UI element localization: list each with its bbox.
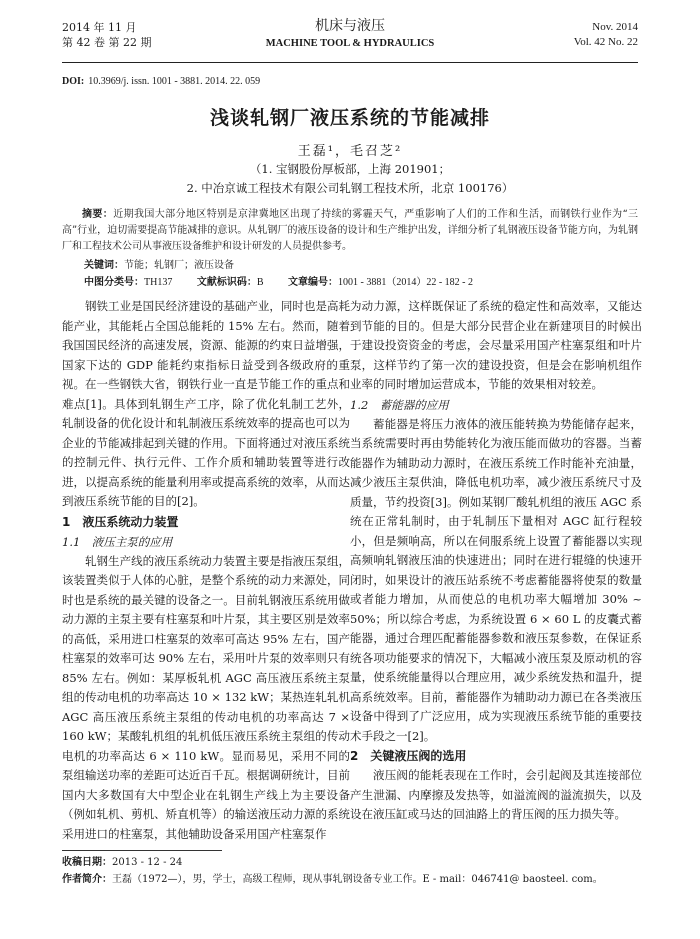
article-number-label: 文章编号： [288, 277, 339, 288]
paragraph-valves: 液压阀的能耗表现在工作时，会引起阀及其连接部位产生泄漏、内摩擦及发热等，如溢流阀的溢流损失，以及设在液压缸或马达的回油路上的背压阀的压力损失等。 [350, 768, 642, 821]
keywords [84, 256, 234, 271]
article-number-value: 1001 - 3881（2014）22 - 182 - 2 [338, 277, 474, 288]
clc-label: 中图分类号： [84, 277, 144, 288]
section-heading-1-2: 1.2 蓄能器的应用 [350, 397, 449, 412]
doc-code-value: B [256, 277, 264, 288]
received-label: 收稿日期： [62, 857, 112, 868]
abstract-label: 摘要： [82, 209, 114, 220]
keywords-label: 关键词： [84, 260, 124, 271]
author-list: 王磊¹，毛召芝² [297, 144, 403, 159]
volume-issue-cn: 第 42 卷 第 22 期 [62, 36, 152, 49]
paragraph-continued: 为动力源，这样既保证了系统的稳定性和高效率，又能达到节能的目的。但是大部分民营企业在新建项目的时候出于建设投资资金的考虑，会尽量采用国产柱塞泵组和叶片泵，这样节约了第一次的建设投资，但是会在影响机组作业率的同时增加运营成本，节能的效果相对较差。 [350, 299, 642, 391]
received-value: 2013 - 12 - 24 [112, 857, 183, 868]
section-heading-1: 1 液压系统动力装置 [62, 514, 179, 529]
left-column [62, 297, 350, 844]
doi-value: 10.3969/j. issn. 1001 - 3881. 2014. 22. 059 [88, 76, 261, 87]
paragraph-accumulator: 蓄能器是将压力液体的液压能转换为势能储存起来，当系统需要时再由势能转化为液压能而做功的容器。当蓄能器作为辅助动力源时，在液压系统工作时能补充油量，减少液压主泵供油，降低电机功率，减少液压系统尺寸及质量，节约投资[3]。例如某钢厂酸轧机组的液压 AGC 系统在正常轧制时，由于轧制压下量相对 AGC 缸行程较小，但是频响高，所以在伺服系统上设置了蓄能器以实现高频响轧钢液压油的快速进出；同时在进行辊缝的快速开闭时，如果设计的液压站系统不考虑蓄能器将使泵的数量或者能力增加，从而使总的电机功率大幅增加 30% ~ 50%；所以综合考虑，为系统设置 6 × 60 L 的皮囊式蓄能器，通过合理匹配蓄能器参数和液压泵参数，在保证系统各项功能要求的情况下，大幅减小液压泵及原动机的容量，使系统能量得以合理应用，减少系统发热和温升，提高系统效率。目前，蓄能器作为辅助动力源已在各类液压设备中得到了广泛应用，成为实现液压系统节能的重要技术手段之一[2]。 [350, 416, 642, 743]
author-bio-label: 作者简介： [62, 874, 112, 885]
keywords-text: 节能；轧钢厂；液压设备 [124, 260, 234, 271]
author-bio [62, 872, 638, 887]
header-rule [62, 62, 638, 63]
author-bio-text: 王磊（1972—），男，学士，高级工程师，现从事轧钢设备专业工作。E - mail：046741@ baosteel. com。 [112, 874, 603, 885]
clc [84, 277, 172, 288]
paper-title: 浅谈轧钢厂液压系统的节能减排 [209, 107, 490, 129]
running-header [62, 18, 638, 60]
right-column [350, 297, 642, 825]
header-right [574, 20, 638, 50]
clc-value: TH137 [144, 277, 173, 288]
article-number [288, 277, 473, 288]
abstract [62, 207, 638, 255]
footnote-rule [62, 850, 222, 851]
issue-date-en: Nov. 2014 [592, 21, 638, 33]
journal-name-en: MACHINE TOOL & HYDRAULICS [265, 38, 435, 49]
doc-code [197, 277, 264, 288]
section-heading-2: 2 关键液压阀的选用 [350, 749, 467, 763]
intro-paragraph: 钢铁工业是国民经济建设的基础产业，同时也是高耗能产业，其能耗占全国总能耗的 15% 左右。然而，随着我国国民经济的高速发展，资源、能源的约束日益增强，国家下达的 GDP 能耗约束指标日益受到各级政府的重视。在一些钢铁大省，钢铁行业一直是节能工作的重点和难点[1]。具体到轧钢生产工序，除了优化轧制工艺外，轧制设备的优化设计和轧制液压系统效率的提高也可以为企业的节能减排起到关键的作用。下面将通过对液压系统的控制元件、执行元件、工作介质和辅助装置等进行改进，以提高系统的能量利用率或提高系统的效率，从而达到液压系统节能的目的[2]。 [62, 299, 350, 508]
header-center [62, 18, 638, 52]
journal-name-cn: 机床与液压 [315, 18, 385, 34]
volume-issue-en: Vol. 42 No. 22 [573, 36, 638, 48]
affiliation-2: 2. 中冶京诚工程技术有限公司轧钢工程技术所，北京 100176） [186, 181, 514, 195]
section-heading-1-1: 1.1 液压主泵的应用 [62, 534, 173, 549]
doi-label: DOI: [62, 76, 85, 87]
abstract-text: 近期我国大部分地区特别是京津冀地区出现了持续的雾霾天气，严重影响了人们的工作和生活，而钢铁行业作为“三高”行业，迫切需要提高节能减排的意识。从轧钢厂的液压设备的设计和生产维护出发，详细分析了轧钢液压设备节能方向，为轧钢厂和工程技术公司从事液压设备维护和设计研发的人员提供参考。 [62, 209, 638, 252]
classification-meta [84, 273, 495, 288]
doc-code-label: 文献标识码： [196, 277, 257, 288]
received-date [62, 855, 638, 870]
issue-date: 2014 年 11 月 [62, 21, 137, 34]
affiliation-1: （1. 宝钢股份厚板部，上海 201901； [249, 162, 451, 176]
doi-line [62, 76, 260, 87]
paragraph-main-pump: 轧钢生产线的液压系统动力装置主要是指液压泵组，该装置类似于人体的心脏，是整个系统的动力来源处，同时也是系统的最关键的设备之一。目前轧钢液压系统用做动力源的主泵主要有柱塞泵和叶片泵，其主要区别是效率的高低，采用进口柱塞泵的效率可高达 95% 左右，国产柱塞泵的效率可达 90% 左右，采用叶片泵的效率则只有 85% 左右。例如：某厚板轧机 AGC 高压液压系统主泵组的传动电机的功率高达 10 × 132 kW；某热连轧轧机 AGC 高压液压系统主泵组的传动电机的功率高达 7 × 160 kW；某酸轧机组的轧机低压液压系统主泵组的传动电机的功率高达 6 × 110 kW。显而易见，采用不同的泵组输送功率的差距可达近百千瓦。根据调研统计，目前国内大多数国有大中型企业在轧钢生产线上为主要设备（例如轧机、剪机、矫直机等）的输送液压动力源的系统采用进口的柱塞泵，其他辅助设备采用国产柱塞泵作 [62, 553, 350, 841]
